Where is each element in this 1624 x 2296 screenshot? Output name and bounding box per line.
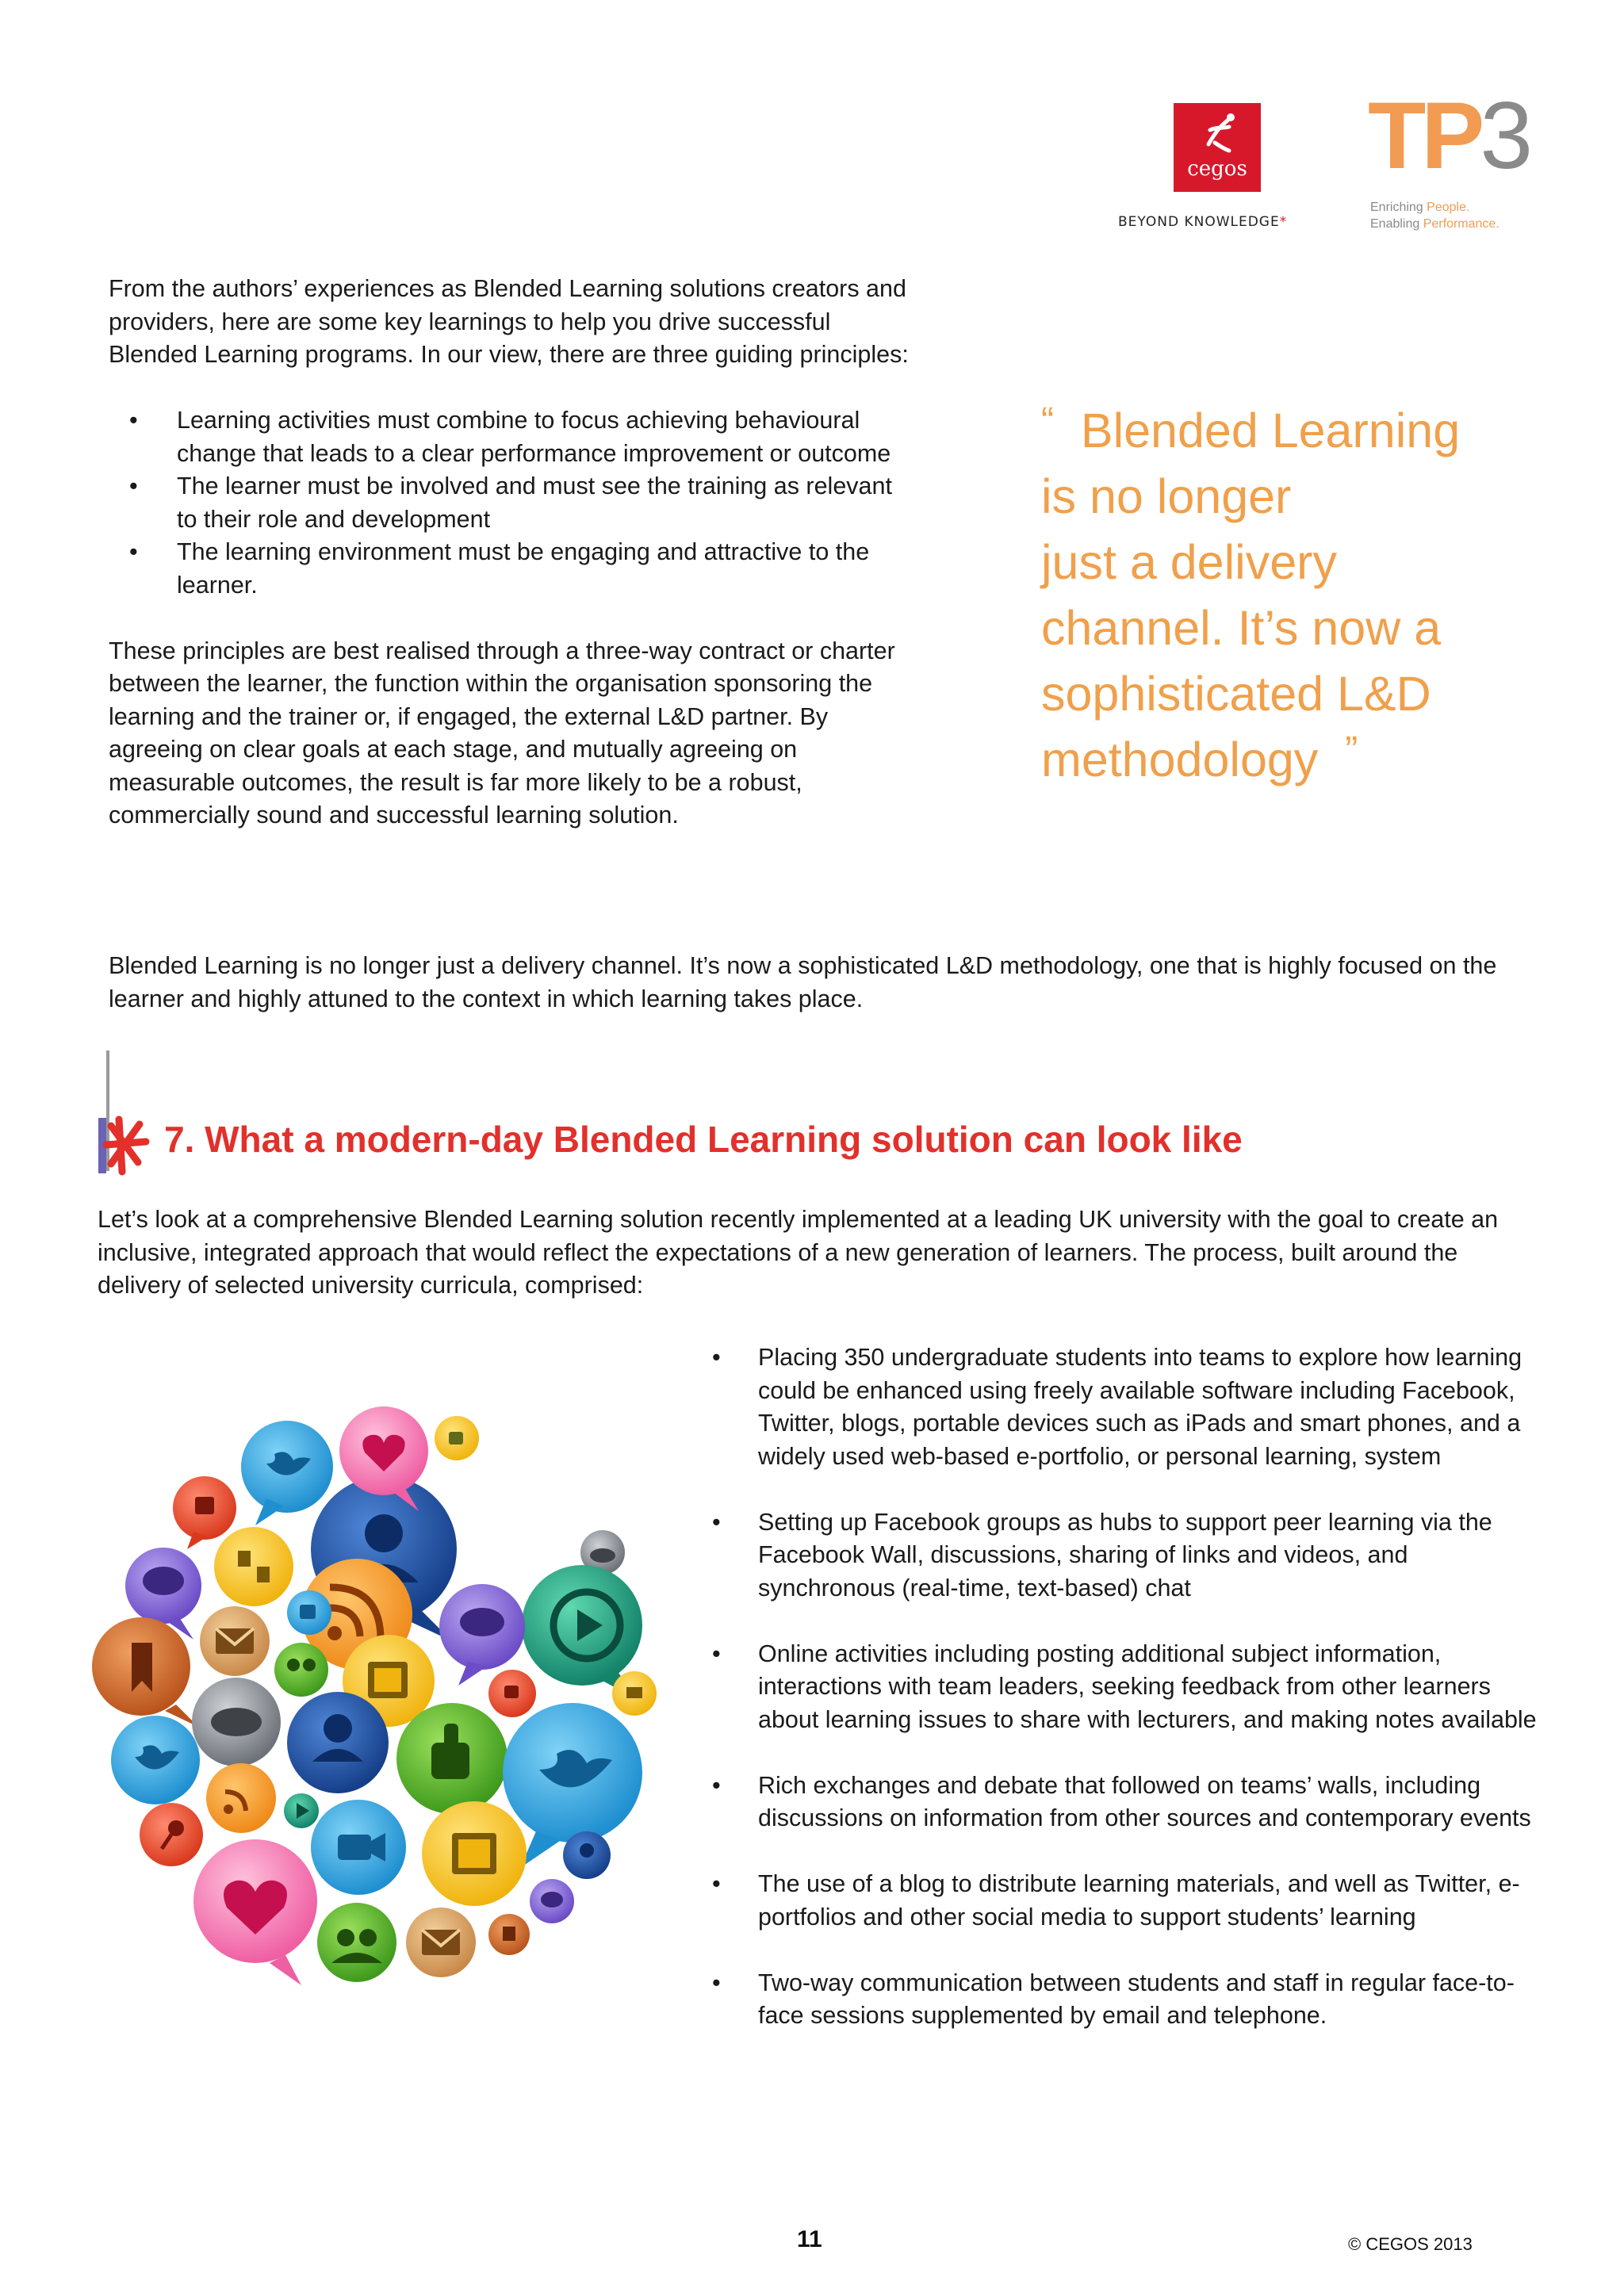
user-icon <box>563 1831 611 1879</box>
quote-icon <box>214 1527 293 1606</box>
thumbs-down-icon <box>488 1670 536 1717</box>
principles-paragraph: These principles are best realised through a three-way contract or charter between the learner, the function within the organisation sponsoring the learning and the trainer or, if engaged, the external L&D partner. By agreeing on clear goals at each stage, and mutually agreeing on measurable outcomes, the result is far more likely to be a robust, commercially sound and successful learning solution. <box>109 637 895 828</box>
thumbs-up-icon <box>435 1416 479 1460</box>
chat-bubble-icon <box>530 1879 574 1923</box>
video-camera-icon <box>311 1800 406 1895</box>
twitter-bird-icon <box>241 1421 333 1525</box>
bullet: • <box>712 1344 721 1371</box>
envelope-icon <box>406 1908 476 1977</box>
page-number: 11 <box>797 2226 822 2252</box>
bullet: • <box>712 1870 721 1897</box>
photo-icon <box>422 1801 527 1906</box>
bullet: • <box>129 407 138 434</box>
user-icon <box>287 1692 389 1793</box>
quote-line: sophisticated L&D <box>1041 667 1431 721</box>
bullet: • <box>712 1640 721 1667</box>
tp3-logo <box>1368 82 1542 242</box>
heart-icon <box>193 1839 317 1985</box>
rss-icon <box>206 1763 276 1833</box>
list-item: • The learning environment must be engaging and attractive to the learner. <box>109 536 910 602</box>
cegos-tagline: BEYOND KNOWLEDGE* <box>1118 214 1288 230</box>
cegos-logo <box>1118 101 1316 244</box>
list-item: • Placing 350 undergraduate students into teams to explore how learning could be enhanced using freely available software including Facebook, Twitter, blogs, portable devices such as iPads and smart phones, and a widely used web-based e-portfolio, or personal learning, system <box>712 1341 1537 1473</box>
section-intro: Let’s look at a comprehensive Blended Learning solution recently implemented at a leading UK university with the goal to create an inclusive, integrated approach that would reflect the expectations of a new generation of learners. The process, built around the delivery of selected university curricula, comprised: <box>98 1206 1499 1299</box>
list-item: • Rich exchanges and debate that followed on teams’ walls, including discussions on information from other sources and contemporary events <box>712 1770 1537 1835</box>
bullet: • <box>129 473 138 499</box>
list-item: • Learning activities must combine to focus achieving behavioural change that leads to a clear performance improvement or outcome <box>109 404 910 470</box>
video-camera-icon <box>287 1590 331 1635</box>
close-quote-mark: ” <box>1345 729 1358 771</box>
quote-icon <box>612 1671 657 1716</box>
play-button-icon <box>284 1793 319 1828</box>
pin-icon <box>140 1803 203 1866</box>
intro-column <box>109 273 910 832</box>
summary-paragraph: Blended Learning is no longer just a delivery channel. It’s now a sophisticated L&D methodology, one that is highly focused on the learner and highly attuned to the context in which learning takes place. <box>109 952 1497 1012</box>
twitter-bird-icon <box>111 1716 200 1804</box>
quote-line: methodology <box>1041 733 1319 786</box>
quote-line: channel. It’s now a <box>1041 601 1442 655</box>
bullet: • <box>712 1969 721 1996</box>
bullet: • <box>712 1508 721 1536</box>
section-heading: 7. What a modern-day Blended Learning solution can look like <box>164 1119 1243 1160</box>
pull-quote <box>1041 398 1596 793</box>
bullet: • <box>712 1771 721 1799</box>
bullet: • <box>129 538 138 565</box>
cegos-logo-mark <box>1174 103 1261 192</box>
social-media-bubbles-illustration <box>79 1308 682 2022</box>
open-quote-mark: “ <box>1041 400 1054 442</box>
bookmark-icon <box>488 1914 530 1955</box>
list-item: • Online activities including posting additional subject information, interactions with team leaders, seeking feedback from other learners about learning issues to share with lecturers, and making notes available <box>712 1638 1537 1737</box>
asterisk-icon <box>102 1113 154 1177</box>
copyright: © CEGOS 2013 <box>1348 2234 1473 2254</box>
cloud-icon <box>192 1678 281 1766</box>
cegos-star: * <box>1279 214 1288 230</box>
list-item: • The use of a blog to distribute learning materials, and well as Twitter, e-portfolios and other social media to support students’ learning <box>712 1868 1537 1934</box>
bookmark-icon <box>92 1617 198 1727</box>
quote-line: is no longer <box>1041 469 1292 523</box>
summary-block <box>109 950 1536 1016</box>
solution-list <box>712 1341 1537 2033</box>
group-icon <box>317 1903 396 1982</box>
envelope-icon <box>200 1606 270 1676</box>
intro-paragraph: From the authors’ experiences as Blended Learning solutions creators and providers, here are some key learnings to help you drive successful Blended Learning programs. In our view, there are three guiding principles: <box>109 275 909 368</box>
group-icon <box>274 1643 328 1697</box>
section-intro-block <box>98 1203 1525 1303</box>
solution-column <box>712 1341 1537 2033</box>
list-item: • Setting up Facebook groups as hubs to support peer learning via the Facebook Wall, discussions, sharing of links and videos, and synchronous (real-time, text-based) chat <box>712 1506 1537 1605</box>
cegos-wordmark: cegos <box>1187 157 1247 181</box>
list-item: • The learner must be involved and must see the training as relevant to their role and development <box>109 470 910 536</box>
principles-list <box>109 404 910 602</box>
tp3-tagline: Enriching People. Enabling Performance. <box>1370 201 1500 231</box>
quote-line: Blended Learning <box>1080 404 1461 457</box>
list-item: • Two-way communication between students and staff in regular face-to-face sessions supplemented by email and telephone. <box>712 1967 1537 2033</box>
quote-line: just a delivery <box>1041 535 1337 589</box>
tp3-wordmark: TP3 <box>1368 82 1529 189</box>
